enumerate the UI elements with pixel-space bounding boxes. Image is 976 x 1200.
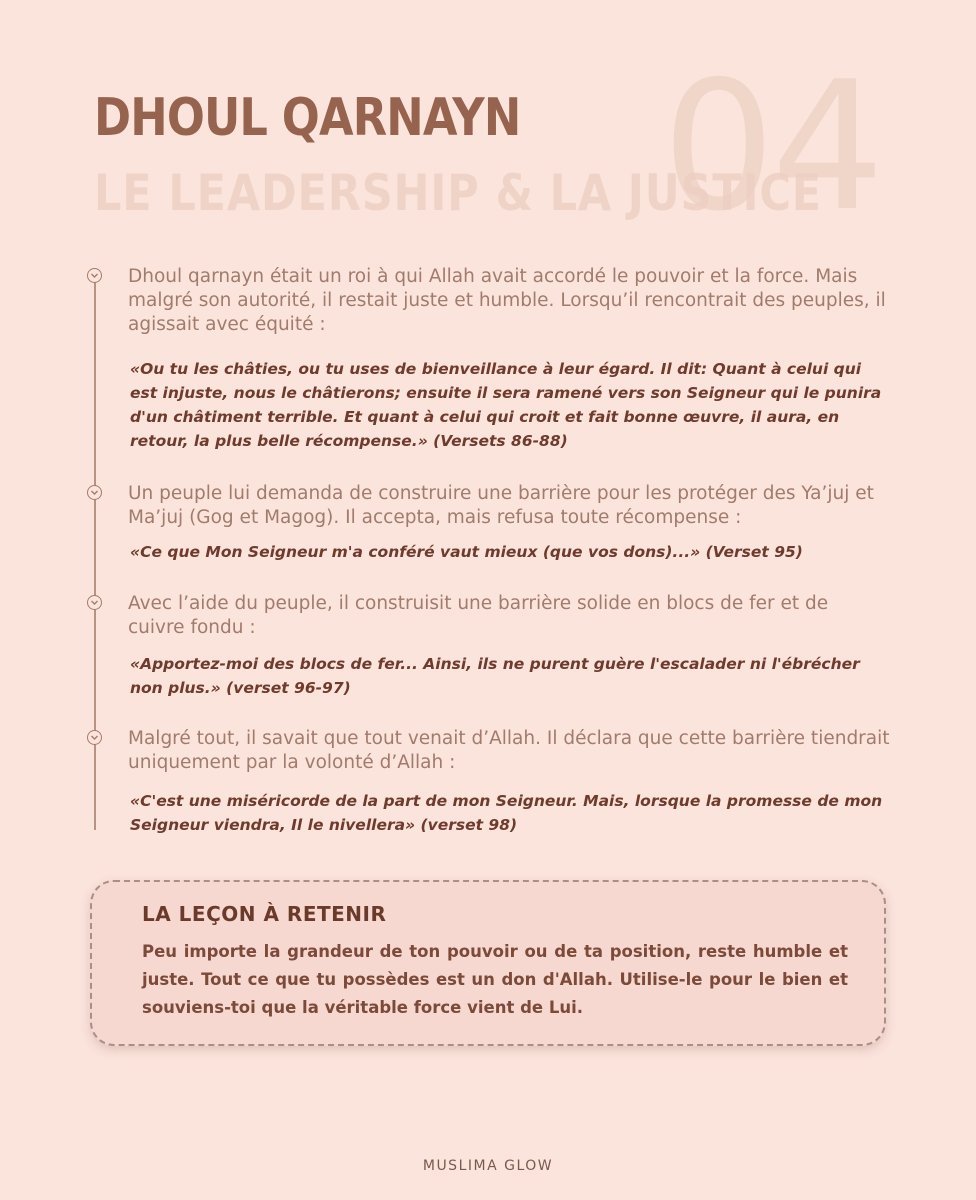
chevron-down-circle-icon <box>87 268 102 283</box>
section-number: 04 <box>662 43 881 250</box>
point-text: Un peuple lui demanda de construire une barrière pour les protéger des Ya’juj et Ma’juj (Gog et Magog). Il accepta, mais refusa toute récompense : <box>128 483 874 528</box>
page-subtitle: LE LEADERSHIP & LA JUSTICE <box>94 164 823 222</box>
chevron-down-circle-icon <box>87 485 102 500</box>
lesson-title: LA LEÇON À RETENIR <box>142 902 387 926</box>
timeline-line <box>94 280 96 830</box>
point-quote: «Ou tu les châties, ou tu uses de bienveillance à leur égard. Il dit: Quant à celui qui est injuste, nous le châtierons; ensuite il sera ramené vers son Seigneur qui le punira d'un châtiment terrible. Et quant à celui qui croit et fait bonne œuvre, il aura, en retour, la plus belle récompense.» (Versets 86-88) <box>130 360 882 450</box>
brand-footer: MUSLIMA GLOW <box>422 1158 554 1174</box>
point-text: Dhoul qarnayn était un roi à qui Allah avait accordé le pouvoir et la force. Mais malgré son autorité, il restait juste et humble. Lorsqu’il rencontrait des peuples, il agissait avec équité : <box>128 266 886 335</box>
chevron-down-circle-icon <box>87 730 102 745</box>
point-quote: «Apportez-moi des blocs de fer... Ainsi, ils ne purent guère l'escalader ni l'ébrécher non plus.» (verset 96-97) <box>130 655 860 697</box>
lesson-box <box>90 880 886 1046</box>
point-quote: «Ce que Mon Seigneur m'a conféré vaut mieux (que vos dons)...» (Verset 95) <box>130 543 803 561</box>
chevron-down-circle-icon <box>87 595 102 610</box>
point-text: Malgré tout, il savait que tout venait d’Allah. Il déclara que cette barrière tiendrait uniquement par la volonté d’Allah : <box>128 728 890 773</box>
point-text: Avec l’aide du peuple, il construisit une barrière solide en blocs de fer et de cuivre fondu : <box>128 593 829 638</box>
point-quote: «C'est une miséricorde de la part de mon Seigneur. Mais, lorsque la promesse de mon Seigneur viendra, Il le nivellera» (verset 98) <box>130 792 883 834</box>
page-title: DHOUL QARNAYN <box>94 88 521 148</box>
lesson-text: Peu importe la grandeur de ton pouvoir ou de ta position, reste humble et juste. Tout ce que tu possèdes est un don d'Allah. Utilise-le pour le bien et souviens-toi que la véritable force vient de Lui. <box>142 942 848 1017</box>
